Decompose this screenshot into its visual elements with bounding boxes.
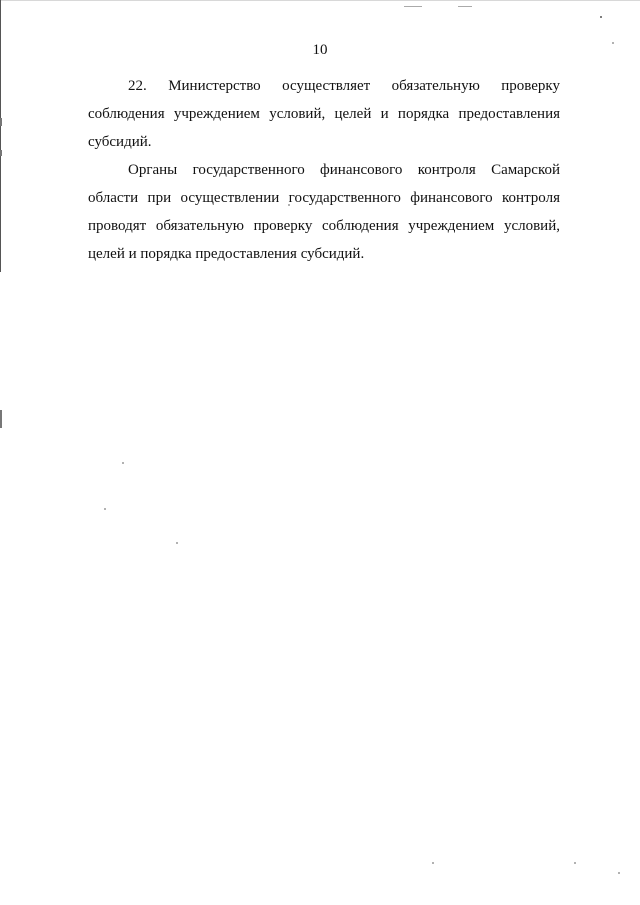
paragraph-2-line-1: Органы государственного финансового контроля Самарской [128,162,560,178]
paragraph-1-line-2: соблюдения учреждением условий, целей и порядка предоставления [88,106,560,122]
page-number: 10 [312,42,328,58]
scan-edge-mark [0,118,2,126]
scan-dot [600,16,602,18]
scan-dot [432,862,434,864]
scan-dot [176,542,178,544]
scan-edge-mark [0,410,2,428]
scan-top-edge [0,0,640,1]
paragraph-1-line-1: 22. Министерство осуществляет обязательную проверку [128,78,560,94]
paragraph-1-line-3: субсидий. [88,134,152,150]
scan-dot [618,872,620,874]
scan-mark [458,6,472,7]
scan-mark [404,6,422,7]
paragraph-2-line-3: проводят обязательную проверку соблюдения учреждением условий, [88,218,560,234]
scan-dot [574,862,576,864]
paragraph-2-line-2: области при осуществлении государственного финансового контроля [88,190,560,206]
scan-dot [122,462,124,464]
scan-dot [104,508,106,510]
paragraph-2-line-4: целей и порядка предоставления субсидий. [88,246,365,262]
scan-edge-mark [0,150,2,156]
